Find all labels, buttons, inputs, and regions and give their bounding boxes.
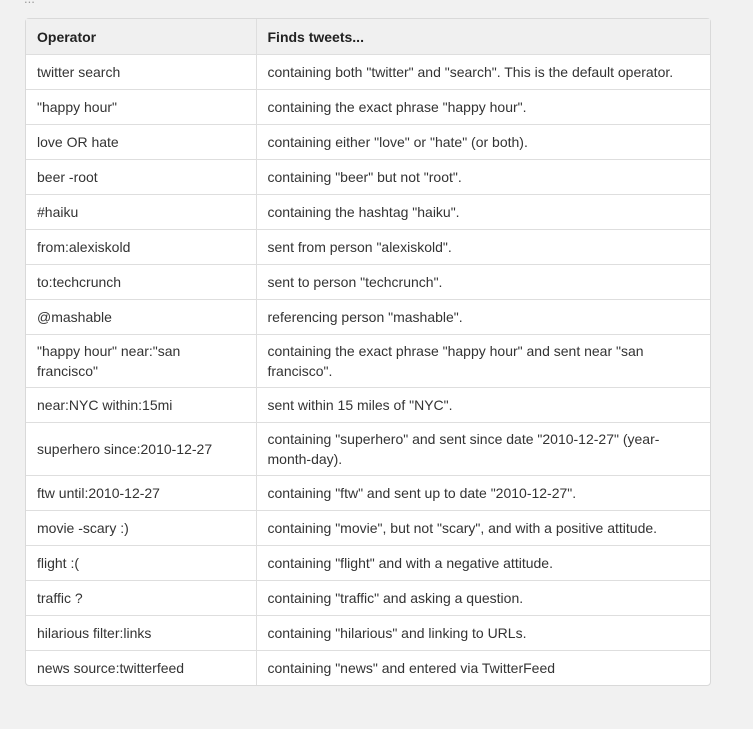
operators-table [26, 19, 710, 685]
description-cell: containing the exact phrase "happy hour" and sent near "san francisco". [256, 335, 710, 388]
operator-cell: @mashable [26, 300, 256, 335]
table-row [26, 125, 710, 160]
clipped-intro-text [0, 0, 753, 8]
table-row [26, 651, 710, 686]
description-cell: sent within 15 miles of "NYC". [256, 388, 710, 423]
description-cell: containing "superhero" and sent since date "2010-12-27" (year-month-day). [256, 423, 710, 476]
description-cell: containing "hilarious" and linking to URLs. [256, 616, 710, 651]
table-row [26, 90, 710, 125]
table-row [26, 423, 710, 476]
table-row [26, 335, 710, 388]
header-operator: Operator [26, 19, 256, 55]
table-row [26, 300, 710, 335]
table-row [26, 388, 710, 423]
table-row [26, 195, 710, 230]
header-finds-tweets: Finds tweets... [256, 19, 710, 55]
table-row [26, 160, 710, 195]
operator-cell: from:alexiskold [26, 230, 256, 265]
operator-cell: near:NYC within:15mi [26, 388, 256, 423]
description-cell: containing the exact phrase "happy hour". [256, 90, 710, 125]
table-row [26, 546, 710, 581]
search-operators-table [25, 18, 711, 686]
description-cell: containing "flight" and with a negative attitude. [256, 546, 710, 581]
table-row [26, 230, 710, 265]
operator-cell: movie -scary :) [26, 511, 256, 546]
table-body [26, 55, 710, 686]
header-row [26, 19, 710, 55]
operator-cell: to:techcrunch [26, 265, 256, 300]
description-cell: containing "news" and entered via TwitterFeed [256, 651, 710, 686]
operator-cell: twitter search [26, 55, 256, 90]
table-row [26, 511, 710, 546]
operator-cell: "happy hour" [26, 90, 256, 125]
description-cell: containing either "love" or "hate" (or both). [256, 125, 710, 160]
table-row [26, 616, 710, 651]
operator-cell: love OR hate [26, 125, 256, 160]
operator-cell: "happy hour" near:"san francisco" [26, 335, 256, 388]
description-cell: containing both "twitter" and "search". This is the default operator. [256, 55, 710, 90]
clipped-intro-line [24, 0, 35, 6]
operator-cell: superhero since:2010-12-27 [26, 423, 256, 476]
description-cell: containing "ftw" and sent up to date "2010-12-27". [256, 476, 710, 511]
operator-cell: ftw until:2010-12-27 [26, 476, 256, 511]
description-cell: containing the hashtag "haiku". [256, 195, 710, 230]
operator-cell: #haiku [26, 195, 256, 230]
table-row [26, 55, 710, 90]
description-cell: sent to person "techcrunch". [256, 265, 710, 300]
table-row [26, 476, 710, 511]
table-row [26, 581, 710, 616]
table-row [26, 265, 710, 300]
operator-cell: news source:twitterfeed [26, 651, 256, 686]
table-header [26, 19, 710, 55]
description-cell: containing "traffic" and asking a question. [256, 581, 710, 616]
operator-cell: flight :( [26, 546, 256, 581]
description-cell: sent from person "alexiskold". [256, 230, 710, 265]
description-cell: containing "movie", but not "scary", and with a positive attitude. [256, 511, 710, 546]
description-cell: referencing person "mashable". [256, 300, 710, 335]
operator-cell: beer -root [26, 160, 256, 195]
description-cell: containing "beer" but not "root". [256, 160, 710, 195]
operator-cell: traffic ? [26, 581, 256, 616]
operator-cell: hilarious filter:links [26, 616, 256, 651]
